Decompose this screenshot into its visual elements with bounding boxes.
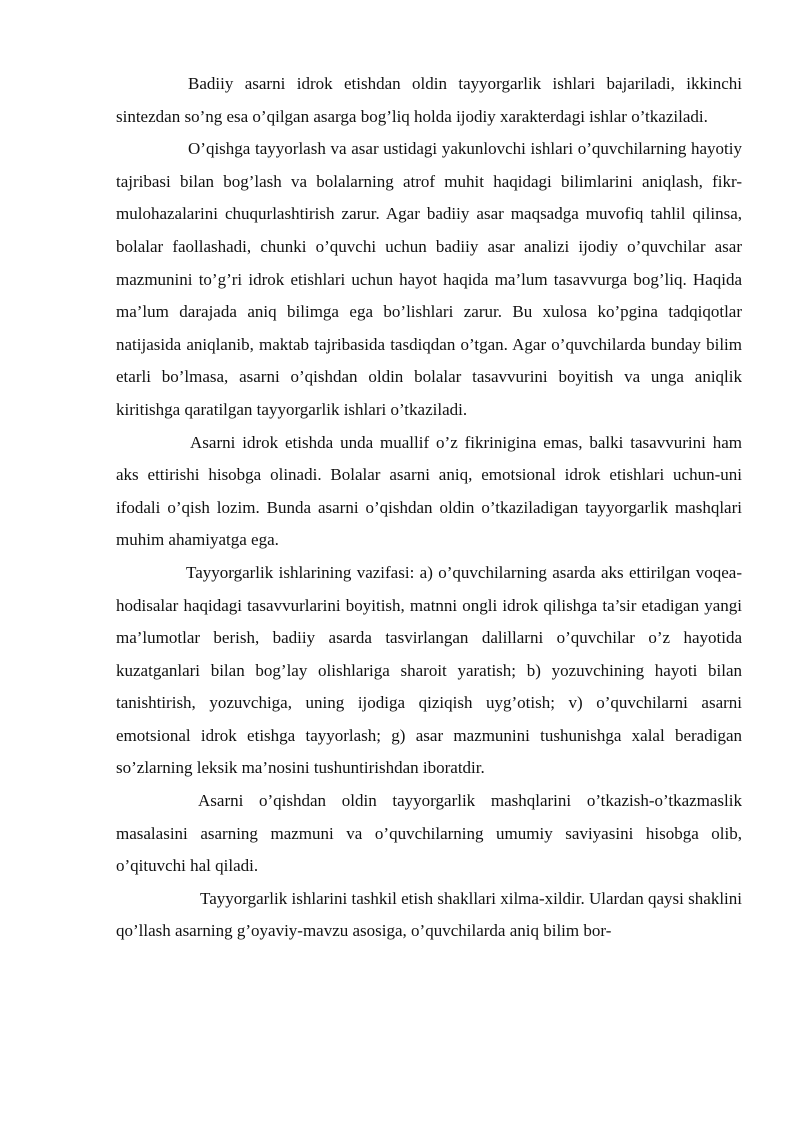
paragraph-1: Badiiy asarni idrok etishdan oldin tayyorgarlik ishlari bajariladi, ikkinchi sintezdan so’ng esa o’qilgan asarga bog’liq holda ijodiy xarakterdagi ishlar o’tkaziladi. — [116, 74, 742, 126]
paragraph-3: Asarni idrok etishda unda muallif o’z fikrinigina emas, balki tasavvurini ham aks ettirishi hisobga olinadi. Bolalar asarni aniq, emotsional idrok etishlari uchun-uni ifodali o’qish lozim. Bunda asarni o’qishdan oldin o’tkaziladigan tayyorgarlik mashqlari muhim ahamiyatga ega. — [116, 432, 742, 550]
paragraph-2: O’qishga tayyorlash va asar ustidagi yakunlovchi ishlari o’quvchilarning hayotiy tajribasi bilan bog’lash va bolalarning atrof muhit haqidagi bilimlarini aniqlash, fikr-mulohazalarini chuqurlashtirish zarur. Agar badiiy asar maqsadga muvofiq tahlil qilinsa, bolalar faollashadi, chunki o’quvchi uchun badiiy asar analizi ijodiy o’quvchilar asar mazmunini to’g’ri idrok etishlari uchun hayot haqida ma’lum tasavvurga bog’liq. Haqida ma’lum darajada aniq bilimga ega bo’lishlari zarur. Bu xulosa ko’pgina tadqiqotlar natijasida aniqlanib, maktab tajribasida tasdiqdan o’tgan. Agar o’quvchilarda bunday bilim etarli bo’lmasa, asarni o’qishdan oldin bolalar tasavvurini boyitish va unga aniqlik kiritishga qaratilgan tayyorgarlik ishlari o’tkaziladi. — [116, 139, 742, 419]
paragraph-5: Asarni o’qishdan oldin tayyorgarlik mashqlarini o’tkazish-o’tkazmaslik masalasini asarning mazmuni va o’quvchilarning umumiy saviyasini hisobga olib, o’qituvchi hal qiladi. — [116, 791, 742, 876]
paragraph-4: Tayyorgarlik ishlarining vazifasi: a) o’quvchilarning asarda aks ettirilgan voqea-hodisalar haqidagi tasavvurlarini boyitish, matnni ongli idrok qilishga ta’sir etadigan yangi ma’lumotlar berish, badiiy asarda tasvirlangan dalillarni o’quvchilar o’z hayotida kuzatganlari bilan bog’lay olishlariga sharoit yaratish; b) yozuvchining hayoti bilan tanishtirish, yozuvchiga, uning ijodiga qiziqish uyg’otish; v) o’quvchilarni asarni emotsional idrok etishga tayyorlash; g) asar mazmunini tushunishga xalal beradigan so’zlarning leksik ma’nosini tushuntirishdan iboratdir. — [116, 562, 742, 778]
paragraph-6: Tayyorgarlik ishlarini tashkil etish shakllari xilma-xildir. Ulardan qaysi shaklini qo’llash asarning g’oyaviy-mavzu asosiga, o’quvchilarda aniq bilim bor- — [116, 888, 742, 941]
document-page — [116, 68, 742, 948]
